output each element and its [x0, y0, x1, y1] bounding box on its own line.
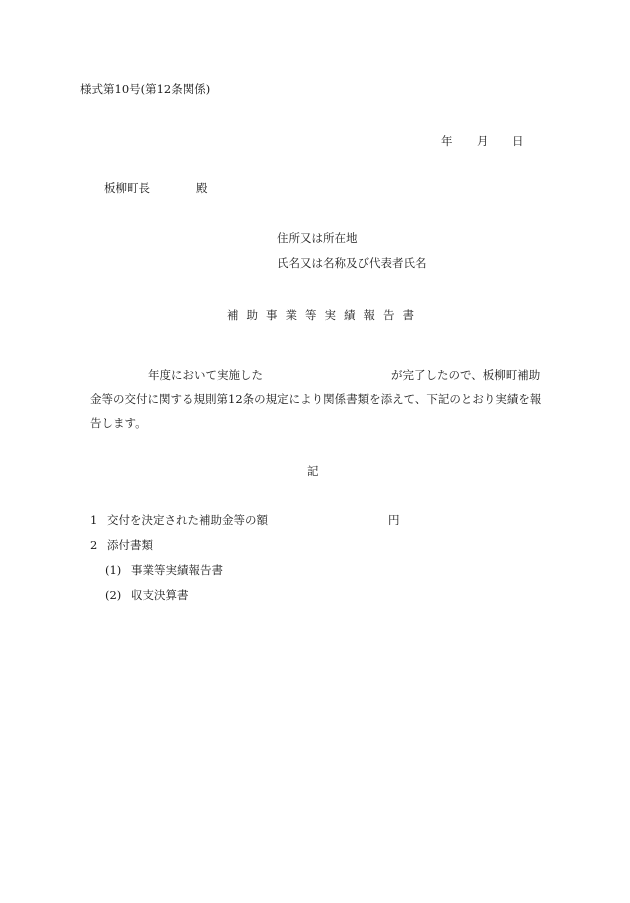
addressee-name: 板柳町長	[104, 181, 150, 195]
item1-label: 交付を決定された補助金等の額	[107, 513, 268, 527]
sub2-label: 収支決算書	[131, 588, 189, 602]
sub1-label: 事業等実績報告書	[131, 563, 223, 577]
ki-heading: 記	[307, 464, 319, 478]
form-number: 様式第10号(第12条関係)	[80, 82, 211, 96]
body-text-part1: 年度において実施した	[148, 368, 263, 382]
date-month: 月	[477, 134, 489, 148]
applicant-address-label: 住所又は所在地	[277, 231, 358, 245]
body-text-part2: が完了したので、板柳町補助金等の交付に関する規則第12条の規定により関係書類を添えて、下記のとおり実績を報告します。	[90, 368, 542, 430]
sub1-number: (1)	[105, 563, 122, 577]
item2-label: 添付書類	[107, 538, 153, 552]
body-paragraph	[90, 363, 548, 435]
item2-number: 2	[90, 538, 98, 552]
item1-number: 1	[90, 513, 98, 527]
date-day: 日	[512, 134, 524, 148]
applicant-name-label: 氏名又は名称及び代表者氏名	[277, 256, 427, 270]
date-year: 年	[441, 134, 453, 148]
document-title: 補助事業等実績報告書	[227, 308, 422, 322]
addressee-honorific: 殿	[196, 181, 208, 195]
sub2-number: (2)	[105, 588, 122, 602]
item1	[107, 513, 400, 527]
item1-unit: 円	[388, 513, 400, 527]
